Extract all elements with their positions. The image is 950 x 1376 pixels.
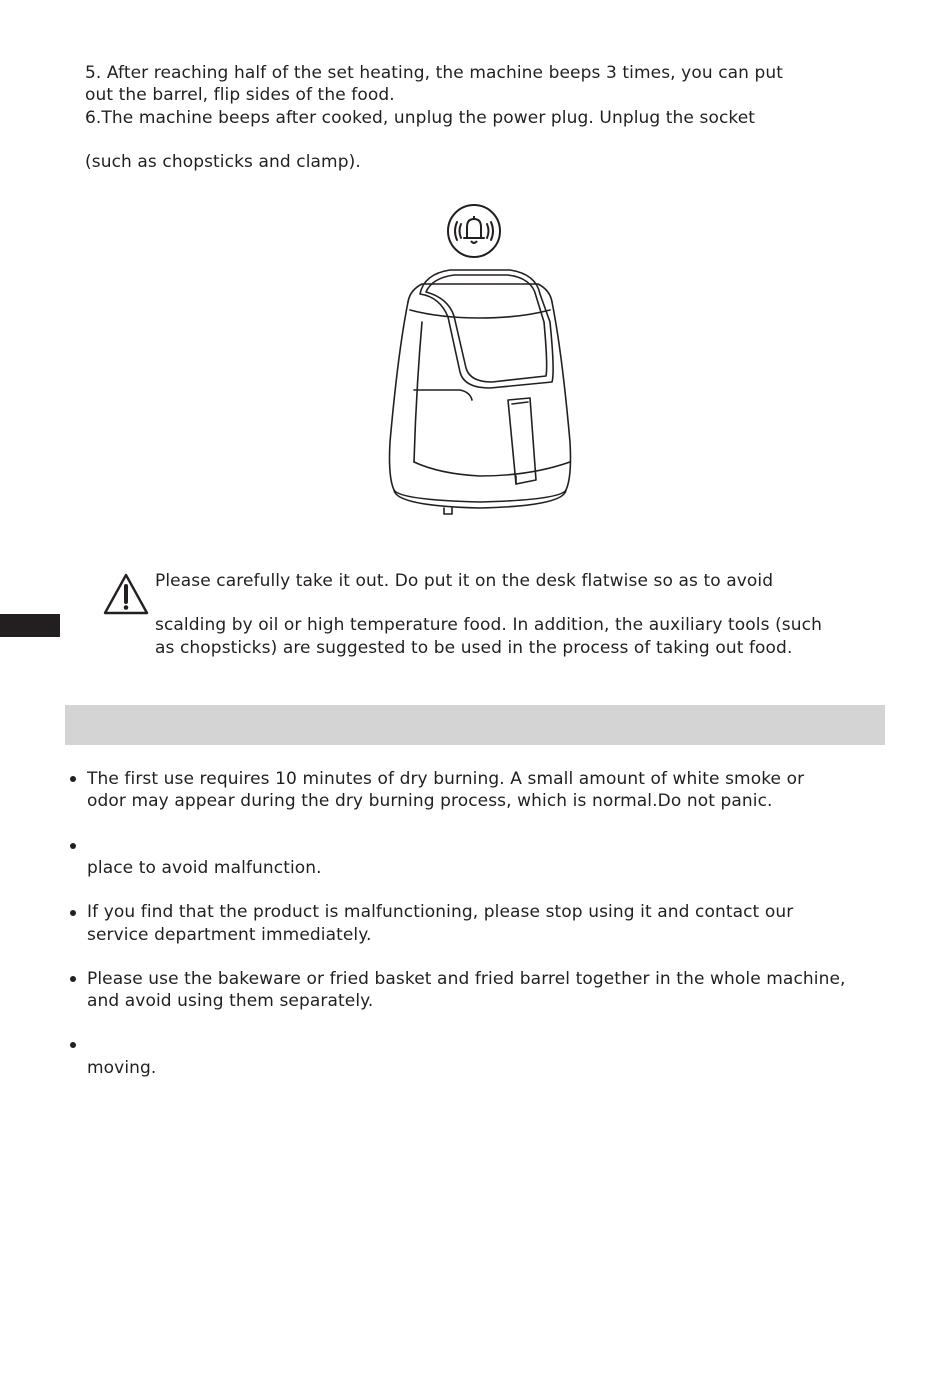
step-6-line-3: (such as chopsticks and clamp). <box>85 152 361 172</box>
note-1-line-1: The first use requires 10 minutes of dry burning. A small amount of white smoke or <box>87 769 805 789</box>
bullet-2 <box>70 843 76 849</box>
note-4-line-2: and avoid using them separately. <box>87 991 374 1011</box>
warning-line-1: Please carefully take it out. Do put it on the desk flatwise so as to avoid <box>155 571 774 591</box>
air-fryer-illustration <box>380 262 580 522</box>
note-3-line-1: If you find that the product is malfunctioning, please stop using it and contact our <box>87 902 794 922</box>
note-3-line-2: service department immediately. <box>87 925 372 945</box>
bullet-3 <box>70 910 76 916</box>
section-header-bar <box>65 705 885 745</box>
note-4-line-1: Please use the bakeware or fried basket and fried barrel together in the whole machine, <box>87 969 846 989</box>
warning-triangle-icon <box>102 572 150 616</box>
note-5-line-2: moving. <box>87 1058 157 1078</box>
warning-line-3: as chopsticks) are suggested to be used in the process of taking out food. <box>155 638 793 658</box>
step-5-line-1: 5. After reaching half of the set heating, the machine beeps 3 times, you can put <box>85 63 784 83</box>
bullet-4 <box>70 976 76 982</box>
step-5-line-2: out the barrel, flip sides of the food. <box>85 85 395 105</box>
note-2-line-2: place to avoid malfunction. <box>87 858 322 878</box>
warning-line-2: scalding by oil or high temperature food. In addition, the auxiliary tools (such <box>155 615 822 635</box>
note-1-line-2: odor may appear during the dry burning process, which is normal.Do not panic. <box>87 791 773 811</box>
bullet-1 <box>70 776 76 782</box>
step-6-line-1: 6.The machine beeps after cooked, unplug the power plug. Unplug the socket <box>85 108 756 128</box>
bell-ringing-icon <box>446 203 502 259</box>
bullet-5 <box>70 1042 76 1048</box>
side-tab-marker <box>0 614 60 637</box>
